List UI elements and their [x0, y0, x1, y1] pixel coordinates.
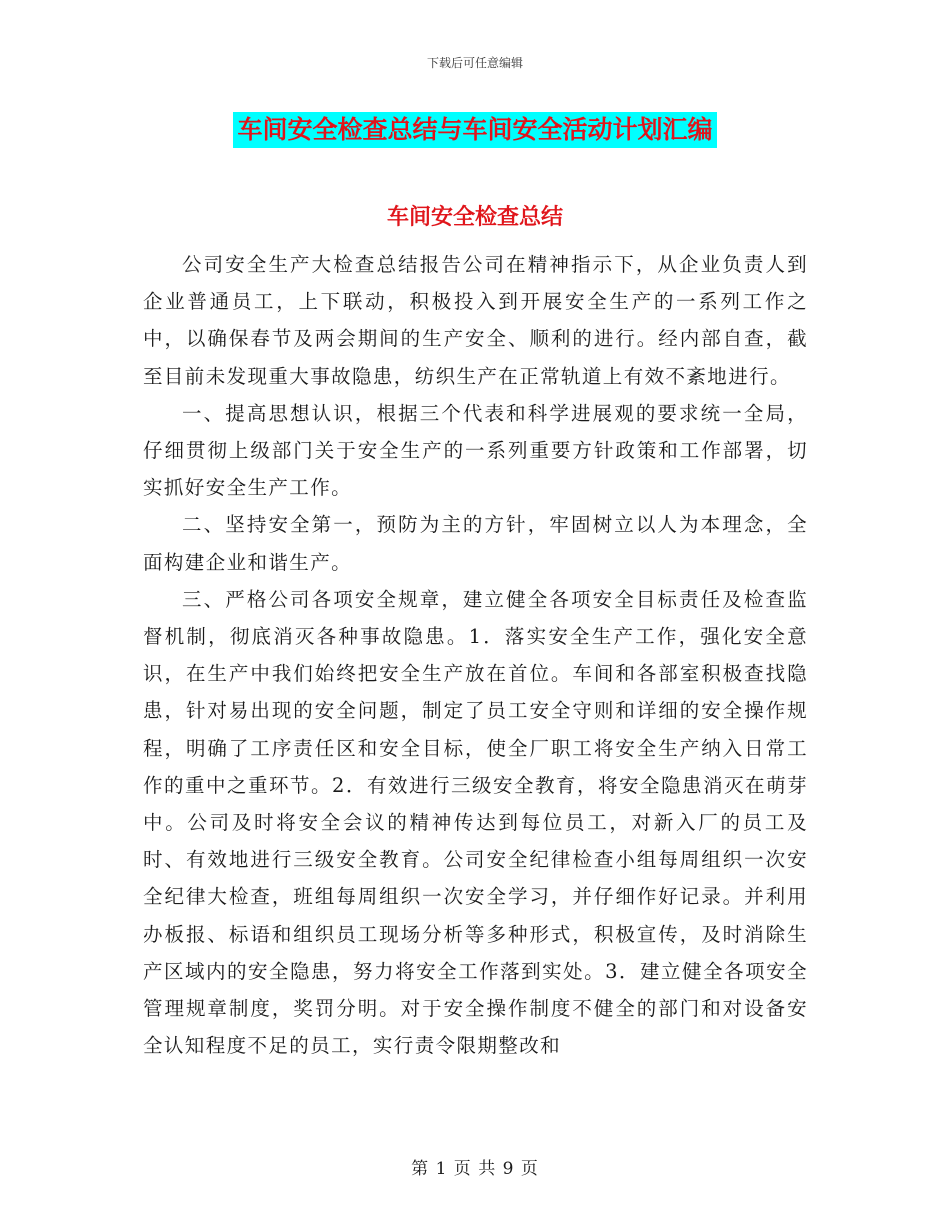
paragraph: 二、坚持安全第一，预防为主的方针，牢固树立以人为本理念，全面构建企业和谐生产。 — [143, 513, 808, 574]
paragraph: 公司安全生产大检查总结报告公司在精神指示下，从企业负责人到企业普通员工，上下联动，积极投入到开展安全生产的一系列工作之中，以确保春节及两会期间的生产安全、顺利的进行。经内部自查，截至目前未发现重大事故隐患，纺织生产在正常轨道上有效不紊地进行。 — [143, 253, 808, 388]
document-title: 车间安全检查总结与车间安全活动计划汇编 — [233, 112, 716, 148]
header-note: 下载后可任意编辑 — [426, 56, 523, 70]
paragraph: 三、严格公司各项安全规章，建立健全各项安全目标责任及检查监督机制，彻底消灭各种事故隐患。1．落实安全生产工作，强化安全意识，在生产中我们始终把安全生产放在首位。车间和各部室积极查找隐患，针对易出现的安全问题，制定了员工安全守则和详细的安全操作规程，明确了工序责任区和安全目标，使全厂职工将安全生产纳入日常工作的重中之重环节。2．有效进行三级安全教育，将安全隐患消灭在萌芽中。公司及时将安全会议的精神传达到每位员工，对新入厂的员工及时、有效地进行三级安全教育。公司安全纪律检查小组每周组织一次安全纪律大检查，班组每周组织一次安全学习，并仔细作好记录。并利用办板报、标语和组织员工现场分析等多种形式，积极宣传，及时消除生产区域内的安全隐患，努力将安全工作落到实处。3．建立健全各项安全管理规章制度，奖罚分明。对于安全操作制度不健全的部门和对设备安全认知程度不足的员工，实行责令限期整改和 — [143, 587, 808, 1058]
section-title: 车间安全检查总结 — [386, 205, 563, 230]
document-title-wrap — [0, 112, 950, 148]
page-footer: 第 1 页 共 9 页 — [411, 1159, 539, 1179]
paragraph: 一、提高思想认识，根据三个代表和科学进展观的要求统一全局，仔细贯彻上级部门关于安全生产的一系列重要方针政策和工作部署，切实抓好安全生产工作。 — [143, 401, 808, 500]
document-body — [143, 246, 808, 1064]
